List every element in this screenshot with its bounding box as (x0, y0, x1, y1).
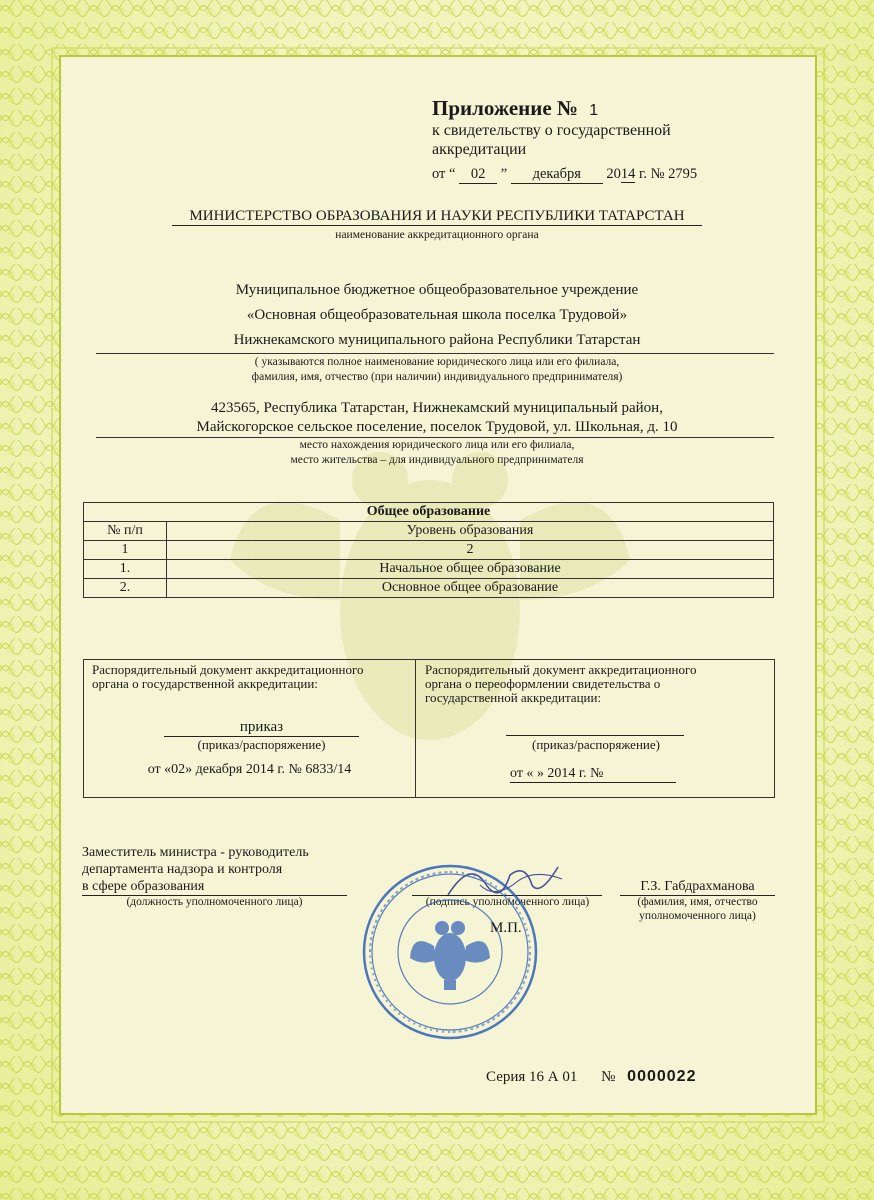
reissue-document (416, 660, 774, 797)
address-caption2: место жительства – для индивидуального предпринимателя (290, 454, 584, 466)
signature-caption: (подпись уполномоченного лица) (425, 896, 590, 908)
seal-mark-mp: М.П. (490, 920, 522, 936)
address-line2: Майскогорское сельское поселение, поселок Трудовой, ул. Школьная, д. 10 (196, 419, 678, 435)
right-doc-type-line (506, 735, 684, 736)
cert-number: 2795 (668, 166, 698, 182)
table-row (84, 579, 774, 598)
organization-caption2: фамилия, имя, отчество (при наличии) индивидуального предпринимателя) (251, 371, 623, 383)
date-year-prefix: 20 (606, 166, 621, 182)
left-date-line: от «02» декабря 2014 г. № 6833/14 (147, 762, 352, 777)
date-suffix: г. № (639, 166, 665, 182)
date-quote: ” (500, 166, 508, 182)
name-caption1: (фамилия, имя, отчество (637, 896, 758, 908)
seal-eagle-icon (410, 921, 490, 990)
signer-name: Г.З. Габдрахманова (620, 879, 775, 896)
right-heading2: органа о переоформлении свидетельства о (425, 676, 661, 691)
table-row (84, 560, 774, 579)
appendix-number: 1 (589, 102, 599, 119)
signer-position-line1: Заместитель министра - руководитель (82, 845, 309, 860)
organization-rule (96, 353, 774, 354)
left-doc-type: приказ (164, 719, 359, 737)
documents-box (83, 659, 775, 798)
position-caption: (должность уполномоченного лица) (126, 896, 303, 908)
date-day: 02 (459, 166, 497, 184)
authority-name: МИНИСТЕРСТВО ОБРАЗОВАНИЯ И НАУКИ РЕСПУБЛИКИ ТАТАРСТАН (172, 208, 702, 226)
left-heading2: органа о государственной аккредитации: (92, 676, 318, 691)
numbering-col1: 1 (84, 541, 167, 560)
organization-line1: Муниципальное бюджетное общеобразовательное учреждение (235, 282, 639, 298)
organization-line3: Нижнекамского муниципального района Республики Татарстан (233, 332, 641, 348)
right-date-line: от « » 2014 г. № (510, 766, 676, 783)
row-level: Начальное общее образование (167, 560, 774, 579)
address-caption1: место нахождения юридического лица или его филиала, (299, 439, 575, 451)
right-heading1: Распорядительный документ аккредитационного (425, 662, 697, 677)
address-line1: 423565, Республика Татарстан, Нижнекамский муниципальный район, (211, 400, 663, 416)
series-number: 0000022 (627, 1068, 697, 1085)
official-seal (360, 862, 540, 1042)
education-table (83, 502, 774, 598)
series-block (486, 1068, 696, 1086)
row-number: 1. (84, 560, 167, 579)
row-level: Основное общее образование (167, 579, 774, 598)
organization-caption1: ( указываются полное наименование юридического лица или его филиала, (254, 356, 620, 368)
authority-caption: наименование аккредитационного органа (335, 229, 539, 241)
header-level: Уровень образования (167, 522, 774, 541)
right-heading3: государственной аккредитации: (425, 690, 602, 705)
date-month: декабря (511, 166, 603, 184)
series-label: Серия 16 А 01 (486, 1069, 578, 1085)
name-caption2: уполномоченного лица) (639, 910, 756, 922)
appendix-date (432, 166, 697, 184)
appendix-title (432, 96, 598, 121)
left-caption: (приказ/распоряжение) (197, 737, 326, 752)
date-year-suffix: 14 (620, 166, 636, 182)
accreditation-document (84, 660, 416, 797)
header-number: № п/п (84, 522, 167, 541)
series-no-label: № (601, 1069, 616, 1085)
appendix-title-text: Приложение № (432, 96, 579, 120)
left-heading1: Распорядительный документ аккредитационного (92, 662, 364, 677)
signer-position-line2: департамента надзора и контроля (82, 862, 283, 877)
table-numbering-row (84, 541, 774, 560)
date-prefix: от “ (432, 166, 456, 182)
signer-position-line3: в сфере образования (82, 879, 347, 896)
row-number: 2. (84, 579, 167, 598)
appendix-line1: к свидетельству о государственной (432, 122, 671, 139)
numbering-col2: 2 (167, 541, 774, 560)
table-header-row (84, 522, 774, 541)
table-title-row (84, 503, 774, 522)
table-title: Общее образование (84, 503, 774, 522)
appendix-line2: аккредитации (432, 141, 527, 158)
address-rule (96, 437, 774, 438)
right-caption: (приказ/распоряжение) (532, 737, 660, 752)
organization-line2: «Основная общеобразовательная школа поселка Трудовой» (246, 307, 628, 323)
